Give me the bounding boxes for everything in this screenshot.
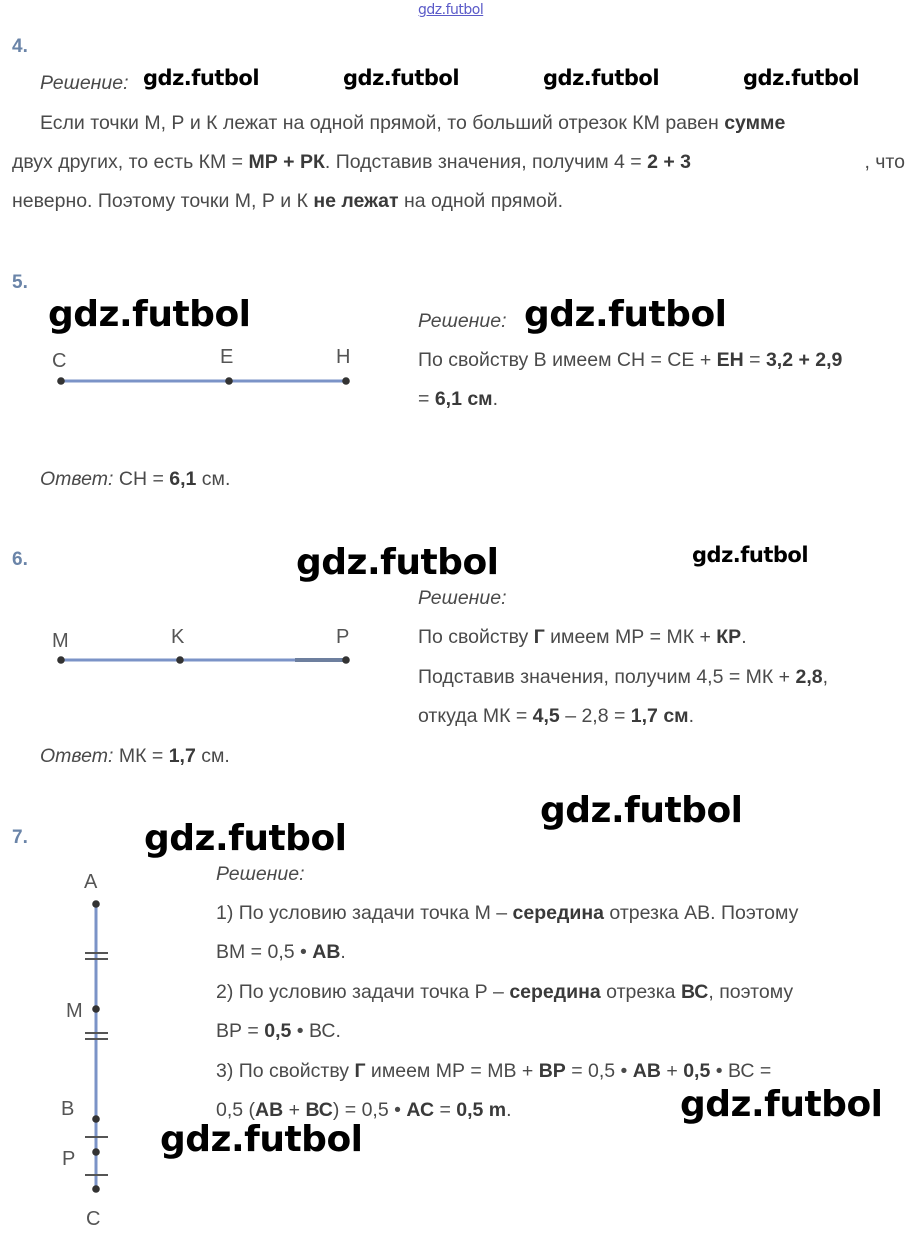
paragraph-line: 1) По условию задачи точка М – середина отрезка АВ. Поэтому bbox=[216, 902, 799, 924]
watermark: gdz.futbol bbox=[543, 66, 660, 90]
watermark: gdz.futbol bbox=[743, 66, 860, 90]
answer-line: Ответ: МК = 1,7 см. bbox=[40, 745, 230, 767]
watermark: gdz.futbol bbox=[144, 818, 347, 859]
point-label-h: H bbox=[336, 346, 351, 368]
answer-line: Ответ: СН = 6,1 см. bbox=[40, 468, 231, 490]
paragraph-line: неверно. Поэтому точки М, Р и К не лежат на одной прямой. bbox=[12, 190, 564, 212]
paragraph-line: откуда МК = 4,5 – 2,8 = 1,7 см. bbox=[418, 705, 695, 727]
problem-number: 7. bbox=[12, 827, 28, 848]
solution-label: Решение: bbox=[418, 587, 507, 609]
point-m bbox=[92, 1005, 100, 1013]
point-b bbox=[92, 1115, 100, 1123]
watermark: gdz.futbol bbox=[48, 294, 251, 335]
point-m bbox=[57, 656, 65, 664]
paragraph-line: ВР = 0,5 • ВС. bbox=[216, 1020, 341, 1042]
watermark: gdz.futbol bbox=[160, 1119, 363, 1160]
watermark: gdz.futbol bbox=[143, 66, 260, 90]
paragraph-line: Подставив значения, получим 4,5 = МК + 2,8, bbox=[418, 666, 829, 688]
solution-label: Решение: bbox=[418, 310, 507, 332]
solution-label: Решение: bbox=[40, 72, 129, 94]
paragraph-line: = 6,1 см. bbox=[418, 388, 499, 410]
point-label-m: M bbox=[66, 1000, 83, 1022]
point-e bbox=[225, 377, 233, 385]
segment-ch bbox=[57, 377, 350, 385]
point-k bbox=[176, 656, 184, 664]
paragraph-line: По свойству В имеем СН = СЕ + ЕН = 3,2 + 2,9 bbox=[418, 349, 843, 371]
paragraph-line: Если точки М, Р и К лежат на одной прямой, то больший отрезок КМ равен сумме bbox=[40, 112, 786, 134]
point-h bbox=[342, 377, 350, 385]
paragraph-line: двух других, то есть КМ = МР + РК . Подставив значения, получим 4 = 2 + 3 , что bbox=[12, 151, 905, 173]
point-label-p: P bbox=[62, 1148, 76, 1170]
point-a bbox=[92, 900, 100, 908]
point-label-b: B bbox=[61, 1098, 75, 1120]
point-label-c: C bbox=[52, 350, 67, 372]
watermark: gdz.futbol bbox=[680, 1084, 883, 1125]
paragraph-line: 3) По свойству Г имеем МР = МВ + ВР = 0,5 • АВ + 0,5 • ВС = bbox=[216, 1060, 772, 1082]
point-label-p: P bbox=[336, 626, 350, 648]
segment-mp bbox=[57, 656, 350, 664]
problem-number: 6. bbox=[12, 549, 28, 570]
watermark: gdz.futbol bbox=[296, 542, 499, 583]
watermark: gdz.futbol bbox=[524, 294, 727, 335]
point-label-e: E bbox=[220, 346, 234, 368]
paragraph-line: 0,5 (АВ + ВС) = 0,5 • АС = 0,5 m. bbox=[216, 1099, 512, 1121]
watermark-top[interactable]: gdz.futbol bbox=[418, 2, 484, 18]
paragraph-line: 2) По условию задачи точка Р – середина отрезка ВС, поэтому bbox=[216, 981, 794, 1003]
point-label-c: C bbox=[86, 1208, 101, 1230]
paragraph-line: ВМ = 0,5 • АВ. bbox=[216, 941, 346, 963]
point-label-k: K bbox=[171, 626, 185, 648]
segment-ac bbox=[85, 900, 108, 1193]
watermark: gdz.futbol bbox=[692, 543, 809, 567]
point-p bbox=[92, 1148, 100, 1156]
paragraph-line: По свойству Г имеем МР = МК + КР. bbox=[418, 626, 747, 648]
point-p bbox=[342, 656, 350, 664]
watermark: gdz.futbol bbox=[540, 790, 743, 831]
point-c bbox=[92, 1185, 100, 1193]
watermark: gdz.futbol bbox=[343, 66, 460, 90]
solution-label: Решение: bbox=[216, 863, 305, 885]
problem-number: 4. bbox=[12, 36, 28, 57]
point-label-a: A bbox=[84, 871, 98, 893]
problem-number: 5. bbox=[12, 272, 28, 293]
point-c bbox=[57, 377, 65, 385]
point-label-m: M bbox=[52, 630, 69, 652]
